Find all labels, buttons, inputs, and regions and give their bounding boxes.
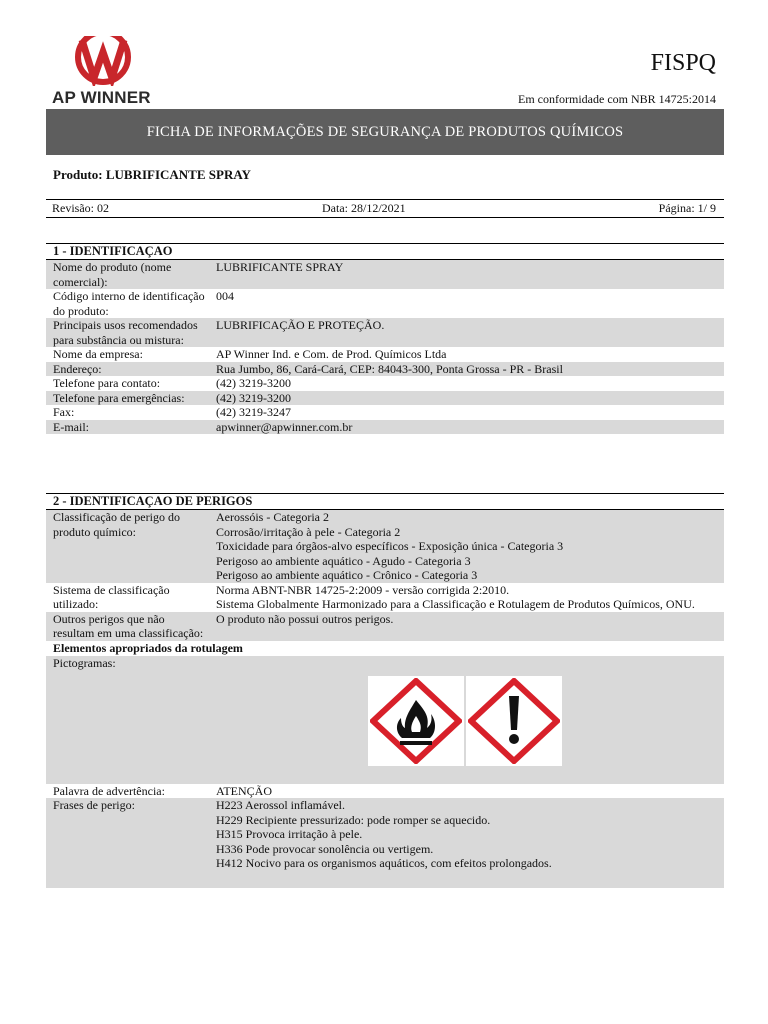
hazard-statements-key: Frases de perigo: [53, 798, 135, 812]
identification-value: (42) 3219-3200 [216, 390, 291, 405]
signal-word-value: ATENÇÃO [216, 783, 272, 798]
company-logo [52, 28, 154, 108]
identification-row [46, 420, 724, 435]
document-title: FISPQ [650, 50, 716, 76]
signal-word-row [46, 784, 724, 799]
logo-text: AP WINNER [52, 88, 151, 107]
revision-bar [46, 199, 724, 218]
classification-row [46, 510, 724, 583]
classification-line: Perigoso ao ambiente aquático - Crônico - Categoria 3 [216, 568, 478, 582]
ap-winner-logo-mark [70, 28, 136, 86]
identification-value: (42) 3219-3247 [216, 405, 291, 419]
label-elements-title: Elementos apropriados da rotulagem [53, 640, 243, 655]
identification-value: 004 [216, 289, 234, 303]
other-hazards-value: O produto não possui outros perigos. [216, 611, 394, 626]
identification-key: Fax: [53, 405, 75, 419]
identification-row [46, 376, 724, 391]
identification-value: Rua Jumbo, 86, Cará-Cará, CEP: 84043-300, Ponta Grossa - PR - Brasil [216, 361, 563, 376]
document-banner [46, 109, 724, 155]
classification-values [208, 510, 724, 583]
revision-number: Revisão: 02 [52, 201, 109, 215]
page-number: Página: 1/ 9 [658, 201, 716, 215]
other-hazards-row [46, 612, 724, 641]
revision-date: Data: 28/12/2021 [322, 201, 406, 215]
section-title: 2 - IDENTIFICAÇAO DE PERIGOS [46, 493, 724, 510]
identification-row [46, 391, 724, 406]
banner-title: FICHA DE INFORMAÇÕES DE SEGURANÇA DE PRODUTOS QUÍMICOS [146, 123, 624, 140]
signal-word-key: Palavra de advertência: [53, 783, 165, 798]
hazard-statement: H315 Provoca irritação à pele. [216, 827, 363, 841]
system-line: Sistema Globalmente Harmonizado para a Classificação e Rotulagem de Produtos Químicos, ONU. [216, 597, 695, 611]
identification-key: Telefone para contato: [53, 376, 161, 390]
conformity-note: Em conformidade com NBR 14725:2014 [518, 92, 716, 106]
system-row [46, 583, 724, 612]
section-hazards [46, 493, 724, 888]
identification-key: Principais usos recomendados para substância ou mistura: [53, 318, 198, 347]
classification-key: Classificação de perigo do produto químico: [53, 510, 180, 539]
identification-row [46, 362, 724, 377]
identification-key: Telefone para emergências: [53, 390, 185, 405]
hazard-statement: H412 Nocivo para os organismos aquáticos, com efeitos prolongados. [216, 856, 552, 870]
other-hazards-key: Outros perigos que não resultam em uma classificação: [53, 611, 204, 640]
identification-key: Nome da empresa: [53, 347, 143, 361]
identification-key: Endereço: [53, 361, 102, 376]
hazard-statements-values [208, 798, 724, 871]
identification-value: (42) 3219-3200 [216, 376, 291, 390]
flame-icon [368, 676, 464, 766]
section-title: 1 - IDENTIFICAÇAO [46, 243, 724, 260]
identification-key: Código interno de identificação do produto: [53, 289, 205, 318]
identification-key: E-mail: [53, 419, 89, 434]
hazard-statement: H223 Aerossol inflamável. [216, 798, 345, 812]
identification-row [46, 289, 724, 318]
hazard-statements-row [46, 798, 724, 888]
identification-key: Nome do produto (nome comercial): [53, 260, 172, 289]
system-line: Norma ABNT-NBR 14725-2:2009 - versão corrigida 2:2010. [216, 582, 510, 597]
classification-line: Perigoso ao ambiente aquático - Agudo - Categoria 3 [216, 553, 471, 568]
pictograms-row [46, 656, 724, 784]
hazard-statement: H336 Pode provocar sonolência ou vertigem. [216, 841, 434, 856]
identification-row [46, 347, 724, 362]
system-key: Sistema de classificação utilizado: [53, 582, 170, 611]
exclamation-icon [466, 676, 562, 766]
product-title: Produto: LUBRIFICANTE SPRAY [53, 167, 251, 182]
identification-row [46, 260, 724, 289]
classification-line: Corrosão/irritação à pele - Categoria 2 [216, 524, 401, 539]
section-identification [46, 243, 724, 434]
identification-row [46, 318, 724, 347]
identification-value: LUBRIFICANTE SPRAY [216, 260, 344, 274]
pictograms-key: Pictogramas: [53, 655, 116, 670]
hazard-statement: H229 Recipiente pressurizado: pode romper se aquecido. [216, 812, 491, 827]
identification-value: AP Winner Ind. e Com. de Prod. Químicos Ltda [216, 347, 447, 361]
identification-value: LUBRIFICAÇÃO E PROTEÇÃO. [216, 318, 385, 332]
identification-value: apwinner@apwinner.com.br [216, 419, 353, 434]
identification-table [46, 260, 724, 434]
system-values [208, 583, 724, 612]
identification-row [46, 405, 724, 420]
classification-line: Aerossóis - Categoria 2 [216, 510, 329, 524]
classification-line: Toxicidade para órgãos-alvo específicos - Exposição única - Categoria 3 [216, 539, 564, 553]
